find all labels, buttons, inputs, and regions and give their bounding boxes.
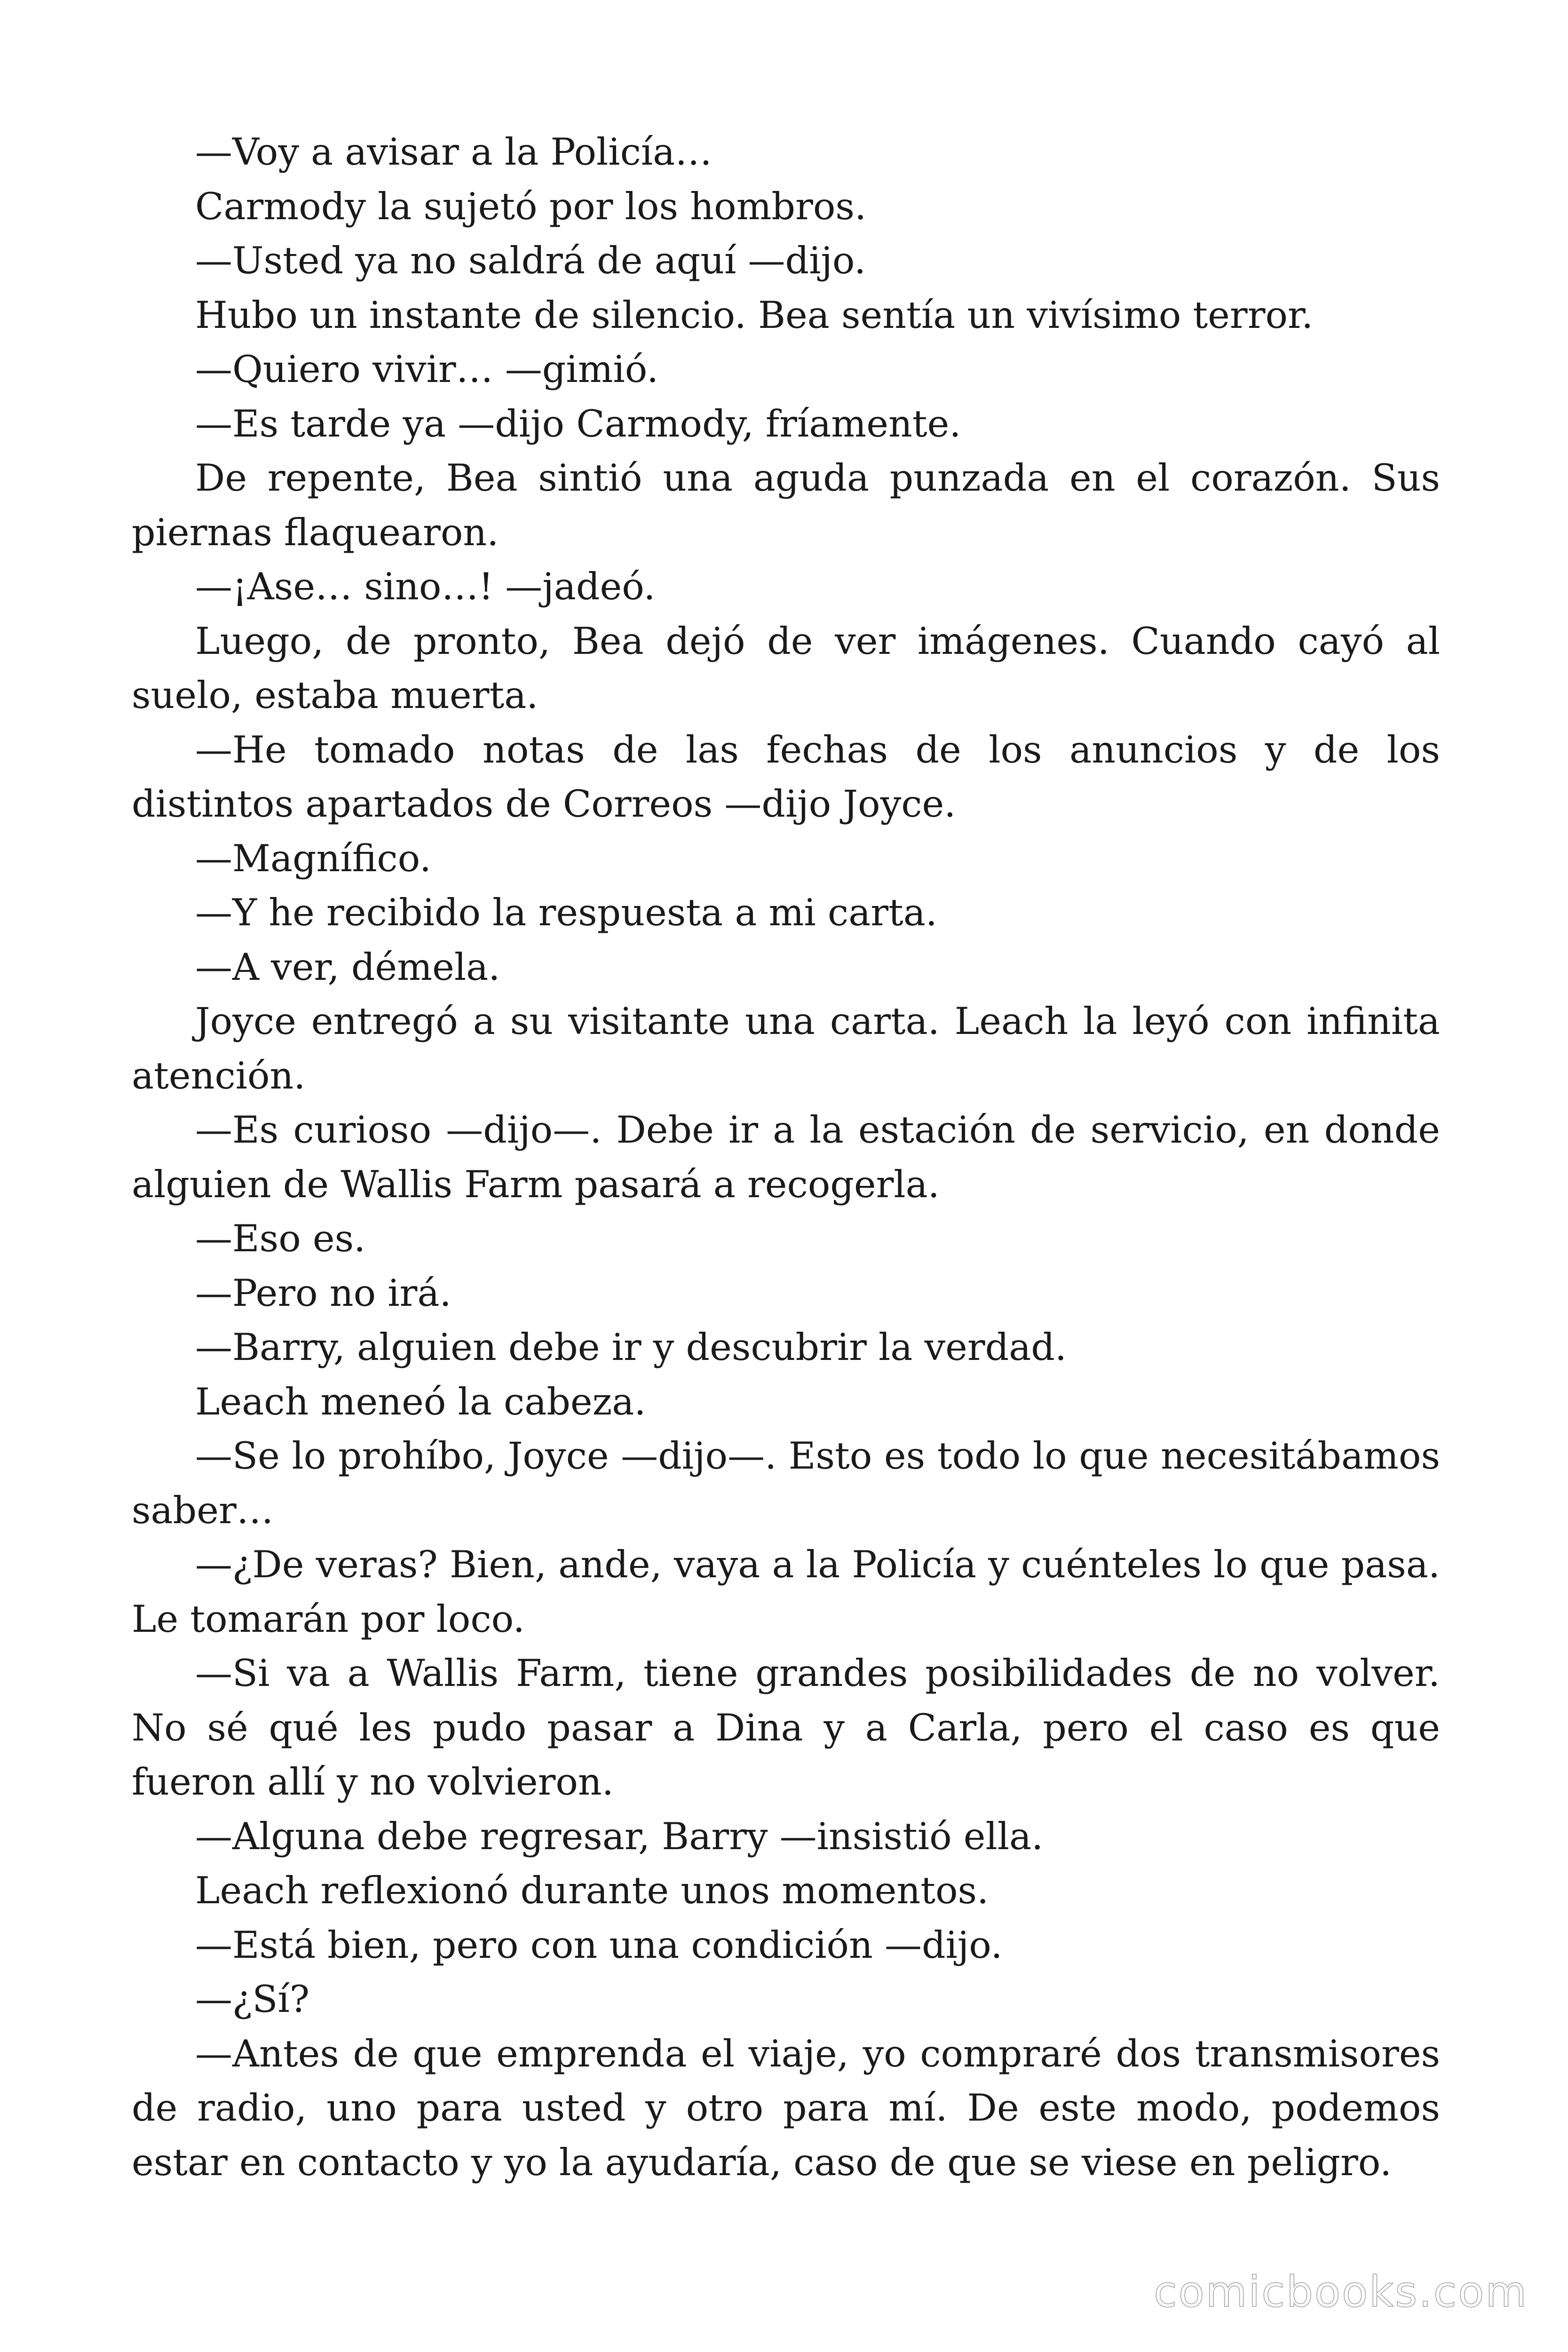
- paragraph: —Eso es.: [195, 1217, 366, 1260]
- watermark: comicbooks.com: [1154, 2267, 1528, 2317]
- paragraph: —Voy a avisar a la Policía…: [195, 130, 713, 174]
- paragraph: —He tomado notas de las fechas de los anuncios y de los distintos apartados de Correos —dijo Joyce.: [132, 728, 1440, 826]
- paragraph: —¿De veras? Bien, ande, vaya a la Policía y cuénteles lo que pasa. Le tomarán por loco.: [132, 1543, 1440, 1641]
- paragraph: Hubo un instante de silencio. Bea sentía un vivísimo terror.: [195, 293, 1314, 337]
- paragraph: —Es curioso —dijo—. Debe ir a la estación de servicio, en donde alguien de Wallis Farm pasará a recogerla.: [132, 1108, 1440, 1206]
- paragraph: Luego, de pronto, Bea dejó de ver imágenes. Cuando cayó al suelo, estaba muerta.: [132, 619, 1440, 717]
- paragraph: —Usted ya no saldrá de aquí —dijo.: [195, 239, 866, 282]
- paragraph: —Es tarde ya —dijo Carmody, fríamente.: [195, 402, 961, 445]
- paragraph: —A ver, démela.: [195, 945, 500, 989]
- paragraph: Carmody la sujetó por los hombros.: [195, 184, 867, 228]
- paragraph: —Se lo prohíbo, Joyce —dijo—. Esto es todo lo que necesitábamos saber…: [132, 1434, 1440, 1532]
- paragraph: —Pero no irá.: [195, 1271, 451, 1315]
- paragraph: —Magnífico.: [195, 836, 431, 880]
- page-body: [132, 125, 1440, 2190]
- paragraph: Joyce entregó a su visitante una carta. Leach la leyó con infinita atención.: [132, 1000, 1440, 1097]
- paragraph: —Alguna debe regresar, Barry —insistió ella.: [195, 1814, 1044, 1858]
- paragraph: De repente, Bea sintió una aguda punzada en el corazón. Sus piernas flaquearon.: [132, 456, 1440, 554]
- paragraph: —Antes de que emprenda el viaje, yo compraré dos transmisores de radio, uno para usted y otro para mí. De este modo, podemos estar en contacto y yo la ayudaría, caso de que se viese en peligro.: [132, 2032, 1440, 2184]
- paragraph: —¡Ase… sino…! —jadeó.: [195, 565, 656, 608]
- paragraph: —Si va a Wallis Farm, tiene grandes posibilidades de no volver. No sé qué les pudo pasar a Dina y a Carla, pero el caso es que fueron allí y no volvieron.: [132, 1652, 1440, 1804]
- paragraph: —Quiero vivir… —gimió.: [195, 348, 659, 391]
- paragraph: Leach meneó la cabeza.: [195, 1380, 646, 1423]
- paragraph: —¿Sí?: [195, 1978, 310, 2021]
- paragraph: —Y he recibido la respuesta a mi carta.: [195, 891, 937, 934]
- paragraph: —Está bien, pero con una condición —dijo.: [195, 1923, 1003, 1967]
- paragraph: —Barry, alguien debe ir y descubrir la verdad.: [195, 1326, 1067, 1369]
- paragraph: Leach reflexionó durante unos momentos.: [195, 1869, 989, 1912]
